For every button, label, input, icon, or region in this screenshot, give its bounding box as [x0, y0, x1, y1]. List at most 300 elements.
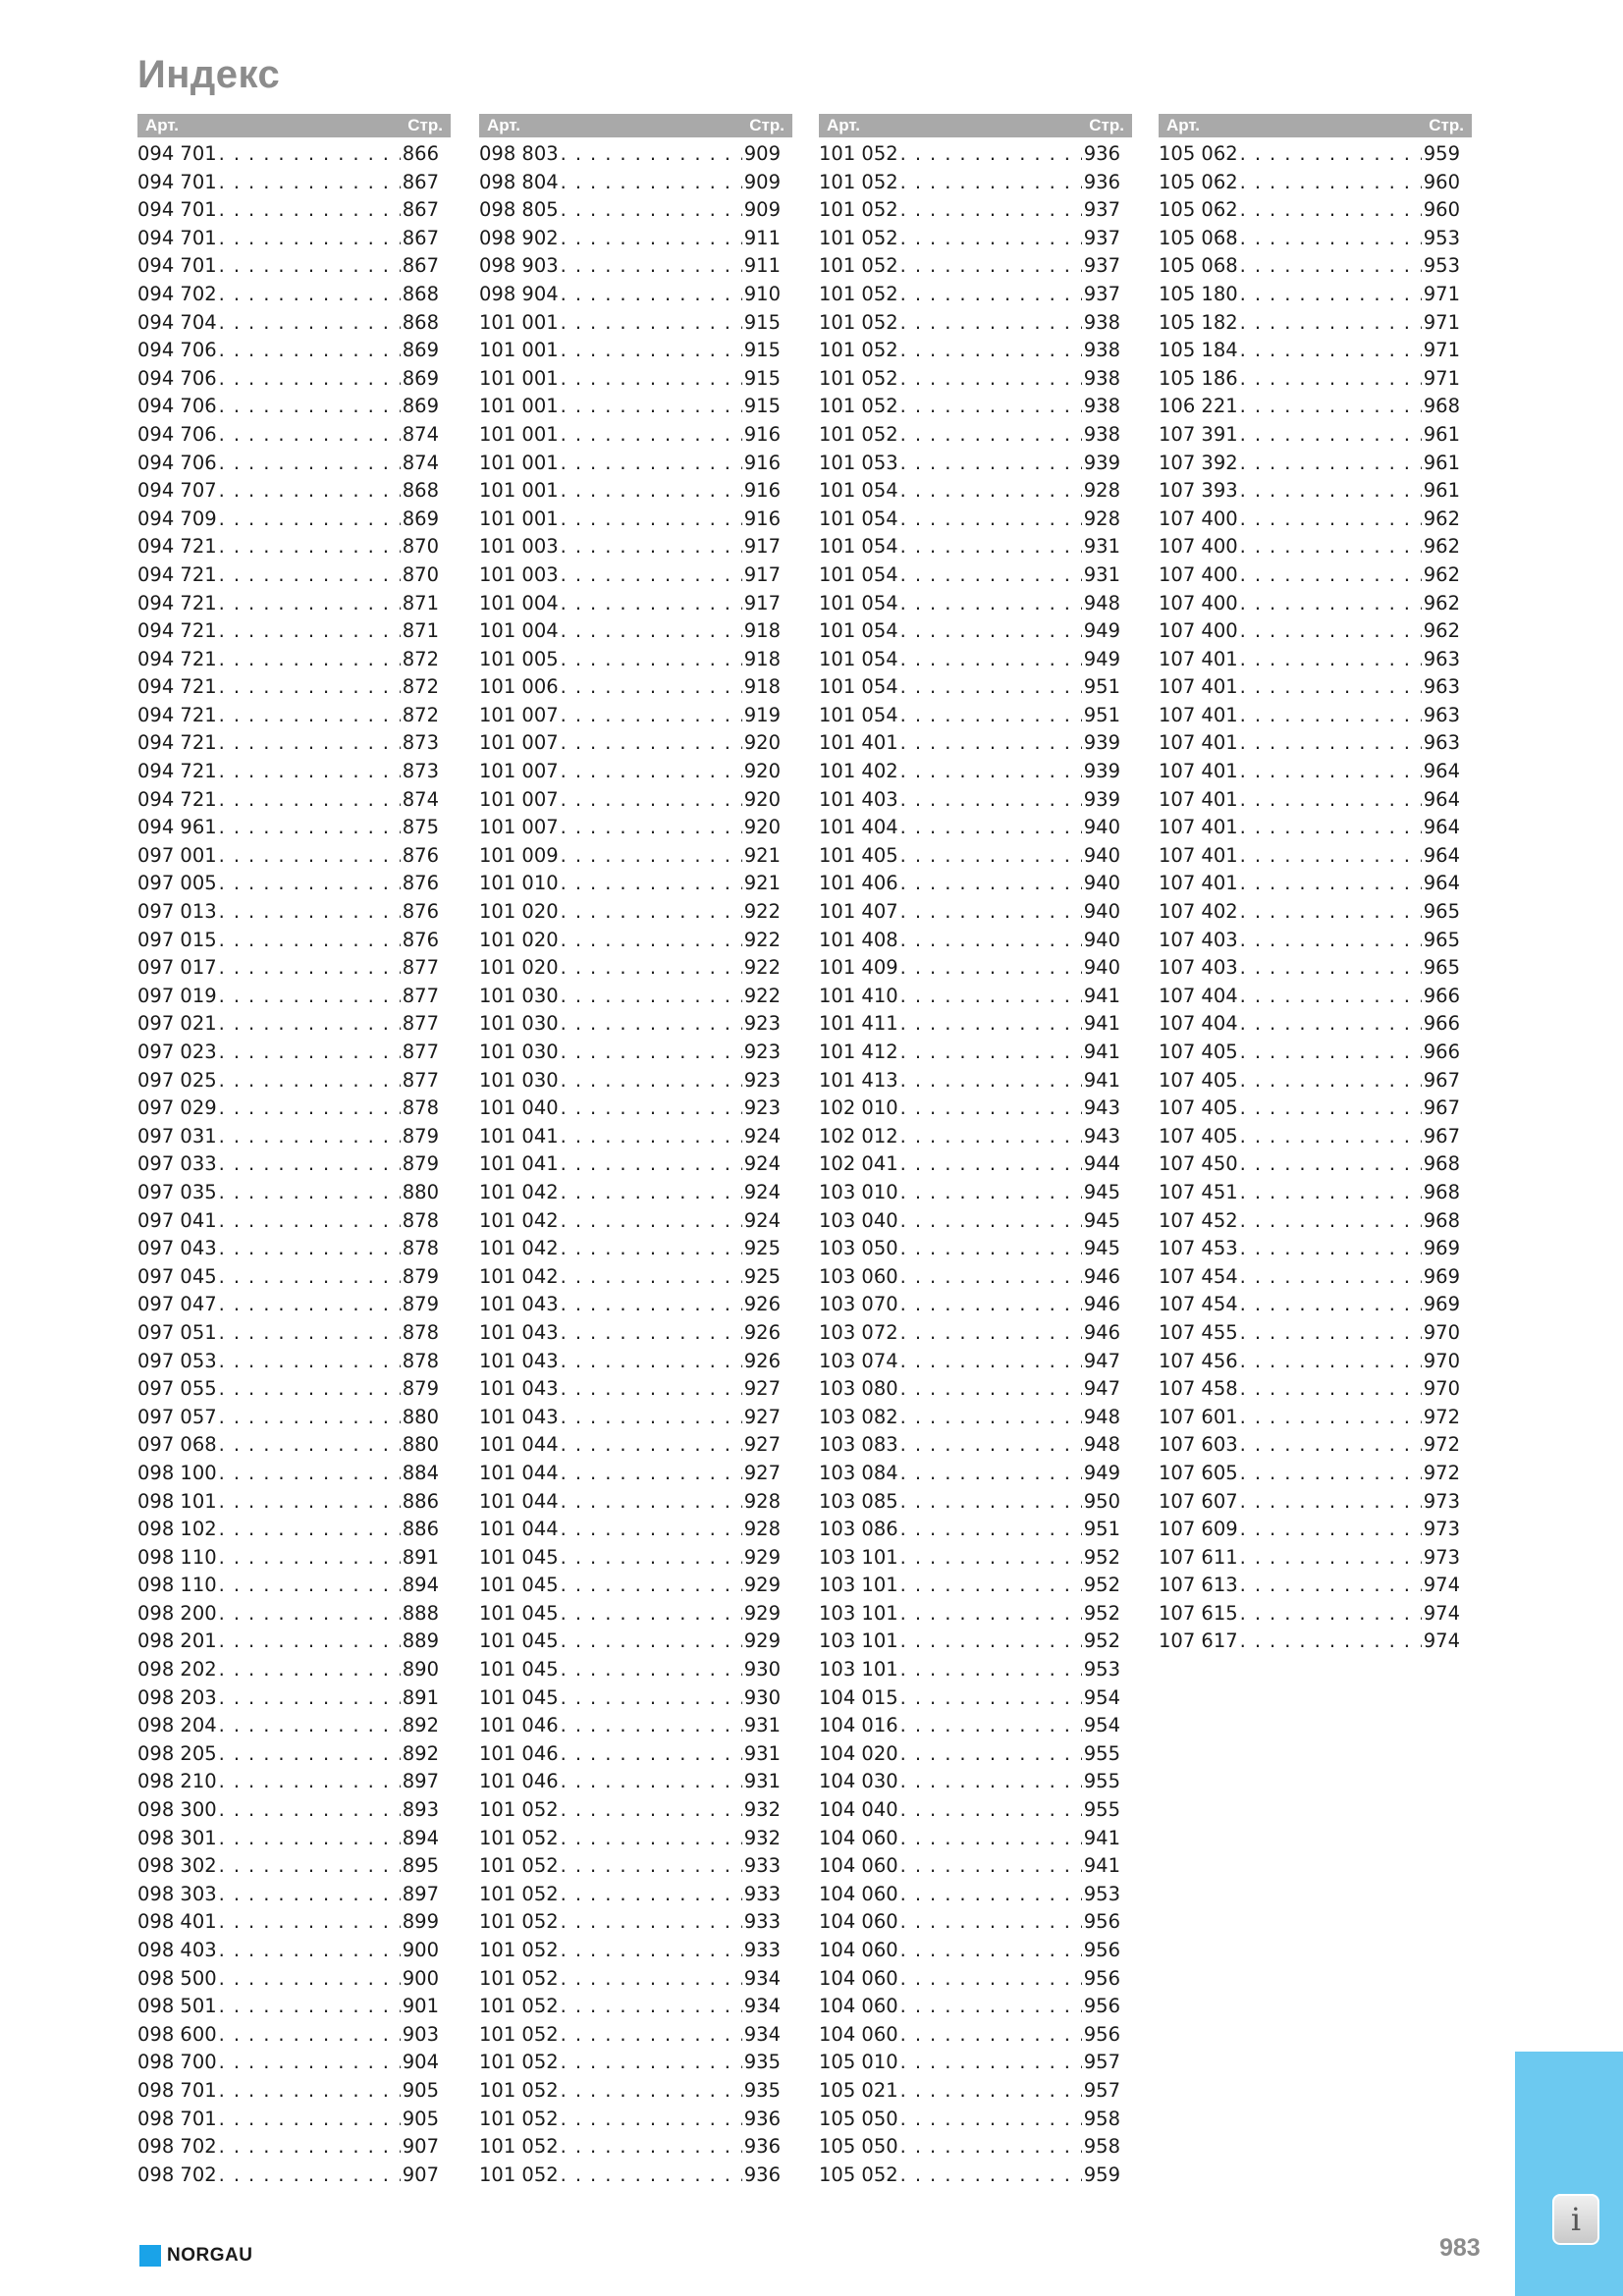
dot-leader — [1240, 1516, 1422, 1544]
index-entry — [479, 2133, 792, 2162]
page-reference: 969 — [1423, 1264, 1460, 1288]
page-reference: 968 — [1423, 395, 1460, 418]
article-number: 101 052 — [479, 2078, 559, 2102]
page-reference: 932 — [743, 1798, 781, 1822]
page-reference: 900 — [402, 1966, 439, 1990]
page-reference: 869 — [402, 395, 439, 418]
article-number: 107 454 — [1159, 1264, 1238, 1288]
index-entry — [819, 954, 1132, 983]
page-reference: 920 — [743, 787, 781, 811]
page-title: Индекс — [137, 53, 281, 96]
dot-leader — [561, 252, 742, 281]
page-reference: 965 — [1423, 900, 1460, 924]
dot-leader — [219, 169, 401, 197]
index-entry — [137, 870, 451, 898]
article-number: 101 040 — [479, 1096, 559, 1120]
page-reference: 877 — [402, 1012, 439, 1036]
article-number: 105 062 — [1159, 170, 1238, 193]
article-number: 097 005 — [137, 872, 217, 895]
index-entry — [819, 729, 1132, 758]
index-entry — [1159, 450, 1472, 478]
index-entry — [1159, 758, 1472, 786]
index-entry — [479, 842, 792, 871]
dot-leader — [561, 1908, 742, 1937]
article-number: 101 052 — [819, 339, 898, 362]
index-entry — [819, 870, 1132, 898]
dot-leader — [900, 477, 1082, 506]
dot-leader — [1240, 983, 1422, 1011]
index-entry — [1159, 1628, 1472, 1656]
index-entry — [479, 506, 792, 534]
header-art-label: Арт. — [1166, 116, 1200, 134]
dot-leader — [1240, 252, 1422, 281]
dot-leader — [900, 281, 1082, 309]
article-number: 107 403 — [1159, 928, 1238, 951]
dot-leader — [1240, 1544, 1422, 1573]
article-number: 098 200 — [137, 1601, 217, 1625]
dot-leader — [1240, 450, 1422, 478]
dot-leader — [1240, 1010, 1422, 1039]
page-reference: 867 — [402, 226, 439, 249]
page-reference: 893 — [402, 1798, 439, 1822]
article-number: 101 052 — [819, 170, 898, 193]
article-number: 107 453 — [1159, 1237, 1238, 1260]
dot-leader — [561, 1516, 742, 1544]
page-reference: 968 — [1423, 1180, 1460, 1203]
dot-leader — [219, 1488, 401, 1517]
page-reference: 939 — [1083, 451, 1120, 474]
index-entry — [137, 225, 451, 253]
index-entry — [137, 1263, 451, 1292]
dot-leader — [219, 646, 401, 674]
page-reference: 891 — [402, 1545, 439, 1569]
page-reference: 929 — [743, 1629, 781, 1653]
article-number: 104 016 — [819, 1714, 898, 1737]
index-entry — [1159, 1179, 1472, 1207]
article-number: 101 046 — [479, 1714, 559, 1737]
article-number: 104 060 — [819, 1826, 898, 1849]
index-entry — [479, 421, 792, 450]
index-rows — [137, 140, 451, 2189]
page-reference: 936 — [1083, 170, 1120, 193]
dot-leader — [219, 2106, 401, 2134]
dot-leader — [561, 1572, 742, 1600]
index-entry — [479, 1544, 792, 1573]
index-entry — [819, 1460, 1132, 1488]
article-number: 107 607 — [1159, 1489, 1238, 1513]
page-reference: 955 — [1083, 1770, 1120, 1793]
page-reference: 870 — [402, 562, 439, 586]
page-reference: 926 — [743, 1320, 781, 1344]
dot-leader — [219, 1291, 401, 1319]
index-entry — [1159, 1572, 1472, 1600]
dot-leader — [561, 1656, 742, 1684]
index-entry — [137, 983, 451, 1011]
page-reference: 897 — [402, 1770, 439, 1793]
dot-leader — [1240, 954, 1422, 983]
article-number: 103 010 — [819, 1180, 898, 1203]
index-entry — [1159, 337, 1472, 365]
index-entry — [479, 1768, 792, 1796]
dot-leader — [561, 1965, 742, 1994]
article-number: 101 054 — [819, 675, 898, 699]
index-entry — [1159, 140, 1472, 169]
article-number: 103 060 — [819, 1264, 898, 1288]
article-number: 098 210 — [137, 1770, 217, 1793]
article-number: 101 041 — [479, 1124, 559, 1148]
index-entry — [479, 758, 792, 786]
page-reference: 868 — [402, 310, 439, 334]
page-reference: 920 — [743, 731, 781, 755]
page-reference: 953 — [1083, 1882, 1120, 1905]
index-entry — [819, 1348, 1132, 1376]
page-reference: 972 — [1423, 1433, 1460, 1457]
page-reference: 922 — [743, 928, 781, 951]
page-reference: 922 — [743, 956, 781, 980]
article-number: 101 403 — [819, 787, 898, 811]
article-number: 101 052 — [479, 1995, 559, 2018]
article-number: 098 403 — [137, 1939, 217, 1961]
article-number: 098 904 — [479, 282, 559, 305]
index-entry — [479, 196, 792, 225]
article-number: 101 045 — [479, 1629, 559, 1653]
index-entry — [137, 1684, 451, 1713]
article-number: 105 182 — [1159, 310, 1238, 334]
index-entry — [1159, 1375, 1472, 1404]
article-number: 094 721 — [137, 760, 217, 783]
index-entry — [479, 533, 792, 561]
page-reference: 905 — [402, 2107, 439, 2130]
article-number: 107 451 — [1159, 1180, 1238, 1203]
page-reference: 917 — [743, 535, 781, 559]
page-reference: 938 — [1083, 310, 1120, 334]
dot-leader — [561, 1712, 742, 1740]
index-entry — [479, 1291, 792, 1319]
article-number: 101 009 — [479, 843, 559, 867]
page-reference: 935 — [743, 2078, 781, 2102]
page-reference: 872 — [402, 647, 439, 670]
norgau-logo-mark — [139, 2245, 161, 2267]
dot-leader — [900, 786, 1082, 815]
dot-leader — [900, 617, 1082, 646]
article-number: 094 721 — [137, 675, 217, 699]
index-entry — [137, 1123, 451, 1151]
dot-leader — [561, 590, 742, 618]
page-reference: 918 — [743, 675, 781, 699]
dot-leader — [561, 898, 742, 927]
article-number: 107 601 — [1159, 1405, 1238, 1428]
article-number: 103 082 — [819, 1405, 898, 1428]
index-entry — [137, 2049, 451, 2077]
dot-leader — [561, 1375, 742, 1404]
article-number: 094 704 — [137, 310, 217, 334]
index-entry — [479, 1965, 792, 1994]
index-entry — [137, 842, 451, 871]
page-reference: 907 — [402, 2135, 439, 2159]
dot-leader — [900, 1965, 1082, 1994]
page-reference: 877 — [402, 1041, 439, 1063]
dot-leader — [561, 1095, 742, 1123]
index-entry — [479, 169, 792, 197]
article-number: 098 110 — [137, 1545, 217, 1569]
dot-leader — [561, 702, 742, 730]
article-number: 098 701 — [137, 2078, 217, 2102]
page-reference: 944 — [1083, 1152, 1120, 1176]
index-entry — [137, 1852, 451, 1881]
article-number: 101 044 — [479, 1433, 559, 1457]
index-entry — [479, 729, 792, 758]
index-entry — [1159, 561, 1472, 590]
dot-leader — [219, 983, 401, 1011]
dot-leader — [561, 617, 742, 646]
dot-leader — [900, 842, 1082, 871]
index-entry — [137, 1431, 451, 1460]
page-reference: 946 — [1083, 1293, 1120, 1316]
article-number: 097 021 — [137, 1012, 217, 1036]
article-number: 105 021 — [819, 2078, 898, 2102]
page-reference: 923 — [743, 1068, 781, 1092]
page-reference: 970 — [1423, 1320, 1460, 1344]
page-reference: 963 — [1423, 703, 1460, 726]
article-number: 107 405 — [1159, 1068, 1238, 1092]
index-entry — [819, 842, 1132, 871]
article-number: 104 015 — [819, 1685, 898, 1709]
dot-leader — [900, 1712, 1082, 1740]
article-number: 098 301 — [137, 1826, 217, 1849]
article-number: 107 401 — [1159, 787, 1238, 811]
article-number: 103 101 — [819, 1574, 898, 1597]
dot-leader — [219, 1544, 401, 1573]
dot-leader — [1240, 1460, 1422, 1488]
index-entry — [479, 1460, 792, 1488]
article-number: 098 100 — [137, 1461, 217, 1484]
dot-leader — [1240, 1067, 1422, 1095]
dot-leader — [1240, 140, 1422, 169]
dot-leader — [900, 309, 1082, 338]
page-reference: 940 — [1083, 872, 1120, 895]
page-reference: 873 — [402, 760, 439, 783]
index-entry — [819, 421, 1132, 450]
article-number: 094 706 — [137, 366, 217, 390]
article-number: 094 707 — [137, 479, 217, 503]
info-icon[interactable]: i — [1552, 2194, 1599, 2245]
article-number: 106 221 — [1159, 395, 1238, 418]
dot-leader — [219, 1404, 401, 1432]
article-number: 101 001 — [479, 310, 559, 334]
article-number: 101 054 — [819, 647, 898, 670]
dot-leader — [561, 1263, 742, 1292]
page-reference: 930 — [743, 1658, 781, 1682]
page-reference: 868 — [402, 479, 439, 503]
index-entry — [479, 1825, 792, 1853]
page-reference: 956 — [1083, 1939, 1120, 1961]
dot-leader — [900, 954, 1082, 983]
index-entry — [479, 1656, 792, 1684]
article-number: 101 052 — [819, 254, 898, 278]
dot-leader — [561, 927, 742, 955]
dot-leader — [561, 870, 742, 898]
article-number: 094 721 — [137, 703, 217, 726]
page-reference: 945 — [1083, 1208, 1120, 1232]
page-reference: 936 — [743, 2163, 781, 2186]
page-reference: 928 — [1083, 507, 1120, 530]
dot-leader — [1240, 196, 1422, 225]
dot-leader — [1240, 1600, 1422, 1629]
page-reference: 941 — [1083, 984, 1120, 1007]
article-number: 107 617 — [1159, 1629, 1238, 1653]
dot-leader — [561, 1067, 742, 1095]
article-number: 101 043 — [479, 1349, 559, 1372]
article-number: 107 455 — [1159, 1320, 1238, 1344]
index-entry — [819, 1263, 1132, 1292]
page-reference: 963 — [1423, 675, 1460, 699]
article-number: 107 452 — [1159, 1208, 1238, 1232]
dot-leader — [1240, 169, 1422, 197]
index-entry — [479, 365, 792, 394]
dot-leader — [900, 590, 1082, 618]
dot-leader — [561, 477, 742, 506]
index-entry — [479, 1263, 792, 1292]
page-reference: 933 — [743, 1939, 781, 1961]
dot-leader — [219, 1375, 401, 1404]
page-reference: 872 — [402, 675, 439, 699]
index-column-1 — [137, 114, 451, 2189]
dot-leader — [561, 646, 742, 674]
article-number: 101 042 — [479, 1180, 559, 1203]
index-entry — [819, 506, 1132, 534]
dot-leader — [219, 1095, 401, 1123]
page-reference: 918 — [743, 647, 781, 670]
article-number: 101 004 — [479, 619, 559, 643]
article-number: 107 400 — [1159, 619, 1238, 643]
article-number: 103 101 — [819, 1601, 898, 1625]
article-number: 097 045 — [137, 1264, 217, 1288]
page-reference: 974 — [1423, 1601, 1460, 1625]
page-reference: 874 — [402, 451, 439, 474]
article-number: 101 007 — [479, 760, 559, 783]
dot-leader — [1240, 1375, 1422, 1404]
index-entry — [819, 1207, 1132, 1236]
index-entry — [479, 870, 792, 898]
dot-leader — [900, 1179, 1082, 1207]
index-entry — [819, 1291, 1132, 1319]
index-entry — [819, 2077, 1132, 2106]
page-reference: 951 — [1083, 1518, 1120, 1541]
index-entry — [819, 1095, 1132, 1123]
page-reference: 953 — [1423, 226, 1460, 249]
dot-leader — [219, 1179, 401, 1207]
page-reference: 962 — [1423, 591, 1460, 614]
dot-leader — [561, 225, 742, 253]
page-reference: 909 — [743, 198, 781, 222]
index-entry — [479, 1095, 792, 1123]
index-entry — [479, 309, 792, 338]
index-entry — [819, 1488, 1132, 1517]
page-reference: 941 — [1083, 1012, 1120, 1036]
page-reference: 871 — [402, 619, 439, 643]
article-number: 101 052 — [819, 282, 898, 305]
index-entry — [819, 646, 1132, 674]
header-page-label: Стр. — [749, 116, 784, 134]
page-reference: 966 — [1423, 1041, 1460, 1063]
article-number: 101 052 — [479, 1798, 559, 1822]
index-entry — [819, 477, 1132, 506]
dot-leader — [900, 533, 1082, 561]
dot-leader — [561, 309, 742, 338]
article-number: 107 392 — [1159, 451, 1238, 474]
dot-leader — [900, 1572, 1082, 1600]
index-entry — [479, 252, 792, 281]
article-number: 101 043 — [479, 1405, 559, 1428]
index-entry — [1159, 1488, 1472, 1517]
article-number: 107 401 — [1159, 731, 1238, 755]
index-entry — [479, 1039, 792, 1067]
dot-leader — [900, 2106, 1082, 2134]
index-entry — [137, 1572, 451, 1600]
side-tab[interactable] — [1515, 2052, 1623, 2296]
dot-leader — [561, 561, 742, 590]
index-entry — [479, 225, 792, 253]
page-reference: 915 — [743, 395, 781, 418]
dot-leader — [219, 1460, 401, 1488]
article-number: 101 052 — [479, 1939, 559, 1961]
page-reference: 889 — [402, 1629, 439, 1653]
article-number: 101 042 — [479, 1264, 559, 1288]
page-reference: 888 — [402, 1601, 439, 1625]
dot-leader — [900, 1600, 1082, 1629]
dot-leader — [219, 365, 401, 394]
dot-leader — [219, 1263, 401, 1292]
dot-leader — [1240, 842, 1422, 871]
dot-leader — [561, 786, 742, 815]
dot-leader — [900, 1488, 1082, 1517]
article-number: 107 613 — [1159, 1574, 1238, 1597]
article-number: 098 805 — [479, 198, 559, 222]
article-number: 101 043 — [479, 1320, 559, 1344]
article-number: 101 052 — [819, 226, 898, 249]
page-reference: 952 — [1083, 1545, 1120, 1569]
page-reference: 954 — [1083, 1685, 1120, 1709]
index-entry — [137, 2077, 451, 2106]
page-reference: 936 — [743, 2107, 781, 2130]
article-number: 098 803 — [479, 142, 559, 165]
page-reference: 962 — [1423, 562, 1460, 586]
page-reference: 962 — [1423, 535, 1460, 559]
page-reference: 939 — [1083, 731, 1120, 755]
dot-leader — [1240, 1431, 1422, 1460]
article-number: 101 407 — [819, 900, 898, 924]
dot-leader — [900, 1937, 1082, 1965]
dot-leader — [219, 870, 401, 898]
page-reference: 894 — [402, 1826, 439, 1849]
index-entry — [137, 1628, 451, 1656]
dot-leader — [219, 1235, 401, 1263]
dot-leader — [219, 561, 401, 590]
dot-leader — [900, 225, 1082, 253]
dot-leader — [900, 169, 1082, 197]
article-number: 101 020 — [479, 928, 559, 951]
index-entry — [819, 169, 1132, 197]
article-number: 107 401 — [1159, 647, 1238, 670]
article-number: 097 017 — [137, 956, 217, 980]
article-number: 107 456 — [1159, 1349, 1238, 1372]
page-reference: 959 — [1083, 2163, 1120, 2186]
dot-leader — [561, 983, 742, 1011]
article-number: 101 003 — [479, 535, 559, 559]
page-reference: 920 — [743, 760, 781, 783]
article-number: 105 062 — [1159, 142, 1238, 165]
dot-leader — [219, 954, 401, 983]
